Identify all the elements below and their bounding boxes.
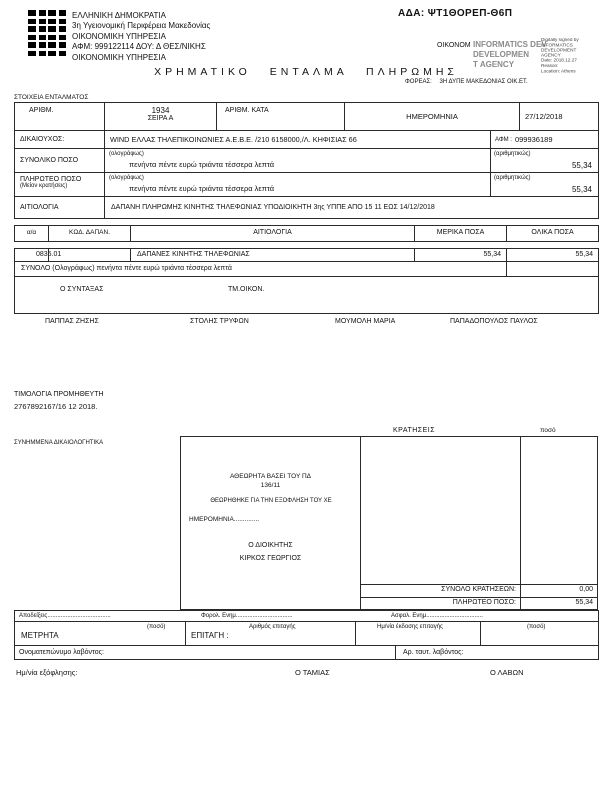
col-header-total: ΟΛΙΚΑ ΠΟΣΑ xyxy=(531,229,574,236)
table-header-row xyxy=(15,226,598,241)
afm-value: 099936189 xyxy=(514,135,553,144)
attachments-label: ΣΥΝΗΜΜΕΝΑ ΔΙΚΑΙΟΛΟΓΗΤΙΚΑ xyxy=(14,440,104,446)
arithm-label-cell: ΑΡΙΘΜ. xyxy=(15,103,105,130)
date-label-cell: ΗΜΕΡΟΜΗΝΙΑ xyxy=(345,103,520,130)
foreas-label: ΦΟΡΕΑΣ: xyxy=(405,79,432,85)
cross-icon xyxy=(28,10,46,24)
afm-label: ΑΦΜ : xyxy=(495,136,512,143)
total-amount-label-cell: ΣΥΝΟΛΙΚΟ ΠΟΣΟ xyxy=(15,149,105,172)
tax-clearance-label: Φορολ. Ενημ.................................. xyxy=(201,613,293,619)
foreas-value: 3Η ΔΥΠΕ ΜΑΚΕΔΟΝΙΑΣ ΟΙΚ.ΕΤ. xyxy=(439,79,528,85)
ada-number: ΑΔΑ: ΨΤ1ΘΟΡΕΠ-Θ6Π xyxy=(398,8,513,19)
payment-grid xyxy=(14,610,599,660)
approval-stamp-line-1: ΑΘΕΩΡΗΤΑ ΒΑΣΕΙ ΤΟΥ ΠΔ xyxy=(229,473,312,480)
date-value-cell: 27/12/2018 xyxy=(525,112,563,121)
stamp-agency-line-3: T AGENCY xyxy=(473,60,515,69)
cross-icon xyxy=(48,42,66,56)
deductions-amount-header: ποσό xyxy=(540,427,556,434)
expense-code-cell xyxy=(49,249,131,261)
payable-amount-label-cell xyxy=(15,173,105,196)
document-title: ΧΡΗΜΑΤΙΚΟ ΕΝΤΑΛΜΑ ΠΛΗΡΩΜΗΣ xyxy=(154,66,458,78)
beneficiary-value-cell: WIND ΕΛΛΑΣ ΤΗΛΕΠΙΚΟΙΝΩΝΙΕΣ Α.Ε.Β.Ε. /210 6158000,/Λ. ΚΗΦΙΣΙΑΣ 66 xyxy=(105,131,491,148)
recipient-signatory-label: Ο ΛΑΒΩΝ xyxy=(490,668,524,677)
col-header-aa: α/α xyxy=(15,226,49,241)
signatory-name-3: ΜΟΥΜΟΛΗ ΜΑΡΙΑ xyxy=(335,318,396,325)
expenses-header-table xyxy=(14,225,599,242)
total-words-cell xyxy=(105,149,491,172)
cross-icon xyxy=(48,10,66,24)
border-line xyxy=(15,645,598,646)
payable-amount-words: πενήντα πέντε ευρώ τριάντα τέσσερα λεπτά xyxy=(129,184,275,193)
expenses-sum-amount-cell xyxy=(507,262,598,276)
border-line xyxy=(185,621,186,645)
border-line xyxy=(480,621,481,645)
agency-line-3: ΟΙΚΟΝΟΜΙΚΗ ΥΠΗΡΕΣΙΑ xyxy=(72,31,166,41)
table-row xyxy=(15,197,598,218)
expenses-sum-text: ΣΥΝΟΛΟ (Ολογράφως) πενήντα πέντε ευρώ τριάντα τέσσερα λεπτά xyxy=(15,262,507,276)
foreas-line xyxy=(405,79,528,85)
signatory-name-1: ΠΑΠΠΑΣ ΖΗΣΗΣ xyxy=(45,318,99,325)
supplier-invoice-value: 2767892167/16 12 2018. xyxy=(14,402,98,411)
border-line xyxy=(360,584,598,585)
payable-label: ΠΛΗΡΩΤΕΟ ΠΟΣΟ xyxy=(20,176,82,183)
payable-amount-value: 55,34 xyxy=(571,185,592,194)
beneficiary-label-cell: ΔΙΚΑΙΟΥΧΟΣ: xyxy=(15,131,105,148)
expense-total-cell: 55,34 xyxy=(575,251,593,258)
stamp-agency-line-1: INFORMATICS DEV xyxy=(473,40,547,49)
net-payable-value: 55,34 xyxy=(575,599,593,606)
cross-icon xyxy=(28,42,46,56)
agency-line-1: ΕΛΛΗΝΙΚΗ ΔΗΜΟΚΡΑΤΙΑ xyxy=(72,11,166,20)
cross-logo-grid xyxy=(28,10,66,56)
in-digits-label: (αριθμητικώς) xyxy=(494,151,531,157)
warrant-details-section-label: ΣΤΟΙΧΕΙΑ ΕΝΤΑΛΜΑΤΟΣ xyxy=(14,94,89,101)
expenses-data-table xyxy=(14,248,599,277)
receipts-label: Αποδείξεις...................................... xyxy=(19,613,111,619)
warrant-details-table xyxy=(14,102,599,219)
table-row xyxy=(15,103,598,131)
deductions-sum-value: 0,00 xyxy=(579,586,593,593)
cheque-amount-label: (ποσό) xyxy=(527,624,546,630)
stamp-detail-line: Reason: xyxy=(541,63,559,69)
reason-label-cell: ΑΙΤΙΟΛΟΓΙΑ xyxy=(15,197,105,218)
in-words-label: (ολογράφως) xyxy=(109,151,144,157)
total-amount-value: 55,34 xyxy=(571,161,592,170)
signatory-name-4: ΠΑΠΑΔΟΠΟΥΛΟΣ ΠΑΥΛΟΣ xyxy=(450,318,538,325)
total-amount-words: πενήντα πέντε ευρώ τριάντα τέσσερα λεπτά xyxy=(129,160,275,169)
border-line xyxy=(360,597,598,598)
table-row xyxy=(15,173,598,197)
in-words-label: (ολογράφως) xyxy=(109,175,144,181)
warrant-number: 1934 xyxy=(151,106,170,115)
insurance-clearance-label: Ασφαλ. Ενημ.................................. xyxy=(391,613,483,619)
signatory-name-2: ΣΤΟΛΗΣ ΤΡΥΦΩΝ xyxy=(190,318,249,325)
arithm-kata-label-cell: ΑΡΙΘΜ. ΚΑΤΑ xyxy=(217,103,345,130)
stamp-agency-line-2: DEVELOPMEN xyxy=(473,50,530,59)
stamp-detail-line: Digitally signed by xyxy=(541,38,579,43)
cheque-number-label: Αριθμός επιταγής xyxy=(249,624,296,630)
expense-code: 0835.01 xyxy=(36,251,62,258)
cashier-label: Ο ΤΑΜΙΑΣ xyxy=(295,668,330,677)
cross-icon xyxy=(48,26,66,40)
table-row xyxy=(15,131,598,149)
drafter-label: Ο ΣΥΝΤΑΞΑΣ xyxy=(60,286,104,293)
agency-line-2: 3η Υγειονομική Περιφέρεια Μακεδονίας xyxy=(72,21,211,31)
expense-reason-cell: ΔΑΠΑΝΕΣ ΚΙΝΗΤΗΣ ΤΗΛΕΦΩΝΙΑΣ xyxy=(131,249,415,261)
expense-row xyxy=(15,249,598,262)
payable-words-cell xyxy=(105,173,491,196)
cheque-label: ΕΠΙΤΑΓΗ : xyxy=(191,631,229,640)
stamp-overlap-text: ΟΙΚΟΝΟΜ xyxy=(437,42,471,49)
col-header-code: ΚΩΔ. ΔΑΠΑΝ. xyxy=(49,226,131,241)
col-header-reason: ΑΙΤΙΟΛΟΓΙΑ xyxy=(131,226,415,241)
border-line xyxy=(14,277,15,313)
reason-value-cell: ΔΑΠΑΝΗ ΠΛΗΡΩΜΗΣ ΚΙΝΗΤΗΣ ΤΗΛΕΦΩΝΙΑΣ ΥΠΟΔΙΟΙΚΗΤΗ 3ης ΥΠΠΕ ΑΠΟ 15 11 ΕΩΣ 14/12/2018 xyxy=(111,204,435,211)
payable-sublabel: (Μείον κρατήσεις) xyxy=(20,183,68,189)
deductions-box xyxy=(180,436,598,610)
stamp-detail-line: Location: Athens xyxy=(541,68,576,74)
payable-digits-cell xyxy=(491,173,598,196)
payoff-date-label: Ημ/νία εξόφλησης: xyxy=(16,668,78,677)
cross-icon xyxy=(28,26,46,40)
signature-divider-line xyxy=(14,313,599,314)
expense-aa-cell xyxy=(15,249,49,261)
total-digits-cell xyxy=(491,149,598,172)
commander-name: ΚΙΡΚΟΣ ΓΕΩΡΓΙΟΣ xyxy=(239,555,302,562)
deductions-sum-label: ΣΥΝΟΛΟ ΚΡΑΤΗΣΕΩΝ: xyxy=(441,586,516,593)
approval-stamp-date: ΗΜΕΡΟΜΗΝΙΑ.............. xyxy=(189,516,260,523)
recipient-id-label: Αρ. ταυτ. λαβόντος: xyxy=(403,649,464,656)
cash-amount-label: (ποσό) xyxy=(147,624,166,630)
col-header-partial: ΜΕΡΙΚΑ ΠΟΣΑ xyxy=(415,226,507,241)
stamp-detail-line: INFORMATICS xyxy=(541,43,573,48)
border-line xyxy=(598,277,599,313)
approval-stamp-line-2: 136/11 xyxy=(260,482,281,489)
deductions-header: ΚΡΑΤΗΣΕΙΣ xyxy=(393,427,436,434)
net-payable-label: ΠΛΗΡΩΤΕΟ ΠΟΣΟ: xyxy=(452,599,516,606)
afm-cell xyxy=(491,131,598,148)
commander-label: Ο ΔΙΟΙΚΗΤΗΣ xyxy=(248,542,293,549)
cash-label: ΜΕΤΡΗΤΑ xyxy=(21,631,59,640)
finance-dept-label: ΤΜ.ΟΙΚΟΝ. xyxy=(228,286,265,293)
in-digits-label: (αριθμητικώς) xyxy=(494,175,531,181)
health-region-cross-logo xyxy=(28,10,66,56)
stamp-detail-line: DEVELOPMENT AGENCY xyxy=(541,48,577,59)
approval-stamp-line-3: ΘΕΩΡΗΘΗΚΕ ΓΙΑ ΤΗΝ ΕΞΟΦΛΗΣΗ ΤΟΥ ΧΕ xyxy=(210,498,332,504)
cheque-date-label: Ημ/νία έκδοσης επιταγής xyxy=(377,624,443,630)
arithm-value-cell xyxy=(105,103,217,130)
expenses-sum-row xyxy=(15,262,598,276)
border-line xyxy=(15,621,598,622)
agency-line-5: ΟΙΚΟΝΟΜΙΚΗ ΥΠΗΡΕΣΙΑ xyxy=(72,52,166,62)
agency-line-4: ΑΦΜ: 999122114 ΔΟΥ: Δ ΘΕΣ/ΝΙΚΗΣ xyxy=(72,42,206,52)
stamp-detail-line: Date: 2018.12.27 xyxy=(541,58,577,64)
border-line xyxy=(355,621,356,645)
warrant-series: ΣΕΙΡΑ Α xyxy=(147,115,174,122)
table-row xyxy=(15,149,598,173)
border-line xyxy=(395,645,396,660)
agency-header-block xyxy=(72,11,322,63)
expense-partial-cell: 55,34 xyxy=(415,249,507,261)
supplier-invoices-label: ΤΙΜΟΛΟΓΙΑ ΠΡΟΜΗΘΕΥΤΗ xyxy=(14,391,104,398)
recipient-name-label: Ονοματεπώνυμο λαβόντος: xyxy=(19,649,104,656)
